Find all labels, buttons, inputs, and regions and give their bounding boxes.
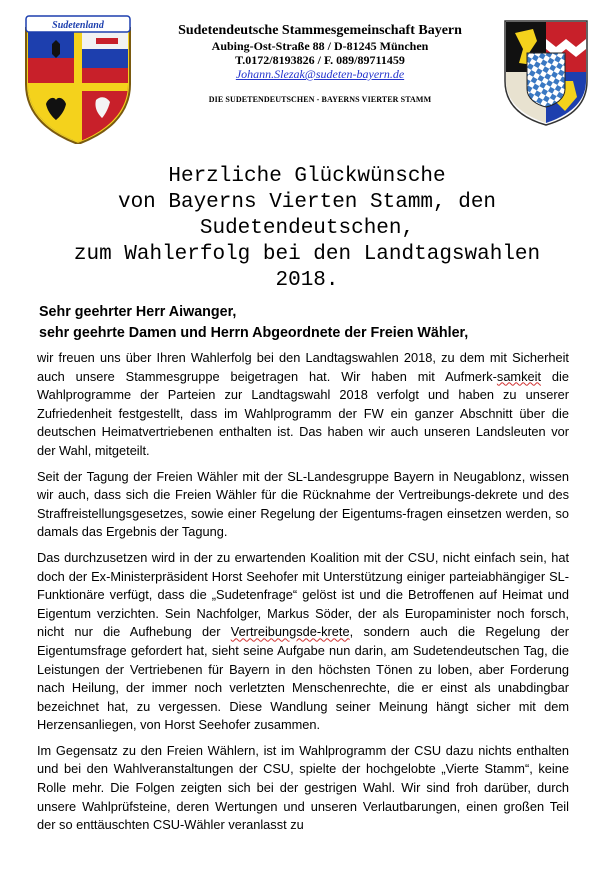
organization-slogan: DIE SUDETENDEUTSCHEN - BAYERNS VIERTER STAMM: [208, 95, 432, 104]
letter-body: [37, 349, 569, 842]
organization-address: Aubing-Ost-Straße 88 / D-81245 München: [211, 39, 429, 53]
salutation: [39, 302, 599, 344]
headline-line-3: Sudetendeutschen,: [199, 217, 415, 240]
crest-banner-text: Sudetenland: [52, 20, 104, 31]
paragraph-3: [37, 549, 569, 735]
headline-line-5: 2018.: [275, 269, 339, 292]
headline-line-1: Herzliche Glückwünsche: [168, 165, 446, 188]
email-link[interactable]: Johann.Slezak@sudeten-bayern.de: [235, 67, 405, 81]
paragraph-1-text-c: die Wahlprogramme der Parteien zur Landtagswahl 2018 verfolgt und haben zu unserer Zufriedenheit festgestellt, dass im Wahlprogramm der FW ein ganzer Abschnitt über die deutschen Heimatvertriebenen enthalten ist. Das haben wir auch unseren Landsleuten vor der Wahl, mitgeteilt.: [37, 368, 569, 458]
salutation-line-2: sehr geehrte Damen und Herrn Abgeordnete der Freien Wähler,: [39, 325, 469, 341]
paragraph-3-text-a: Das durchzusetzen wird in der zu erwartenden Koalition mit der CSU, nicht einfach sein, hat doch der Ex-Ministerpräsident Horst Seehofer mit Unterstützung einiger parteiabhängiger SL-Funktionäre verfügt, dass die „Sudetenfrage“ gelöst ist und die Betroffenen auf Heimat und Eigentum verzichten. Sein Nachfolger, Markus Söder, der als Europaminister noch forsch, nicht nur die Aufhebung der: [37, 549, 569, 640]
phone-fax: T.0172/8193826 / F. 089/89711459: [235, 53, 405, 67]
paragraph-3-spellcheck-word: Vertreibungsde-krete: [230, 624, 350, 640]
paragraph-4: Im Gegensatz zu den Freien Wählern, ist im Wahlprogramm der CSU dazu nichts enthalten und bei den Wahlveranstaltungen der CSU, spielte der hochgelobte „Vierte Stamm“, keine Rolle mehr. Die Folgen zeigten sich bei der gestrigen Wahl. Wir sind froh darüber, durch unsere Wahlprüfsteine, deren Wertungen und unseren Verlautbarungen, einen großen Teil der so enttäuschten CSU-Wähler veranlasst zu: [37, 742, 569, 833]
salutation-line-1: Sehr geehrter Herr Aiwanger,: [39, 304, 237, 320]
bavaria-crest: [503, 19, 589, 126]
organization-name: Sudetendeutsche Stammesgemeinschaft Bayern: [178, 23, 462, 38]
sudetenland-crest: [22, 14, 134, 144]
headline: [20, 164, 594, 294]
paragraph-1-text-a: wir freuen uns über Ihren Wahlerfolg bei den Landtagswahlen 2018, zu dem mit Sicherheit auch unsere Stammesgruppe beigetragen hat. Wir haben mit Aufmerk-: [37, 350, 569, 384]
paragraph-2: Seit der Tagung der Freien Wähler mit der SL-Landesgruppe Bayern in Neugablonz, wissen wir auch, dass sich die Freien Wähler für die Rücknahme der Vertreibungs-dekrete und des Straffreistellungsgesetzes, sowie einer Regelung der Eigentums-fragen einsetzen werden, so damals das Ergebnis der Tagung.: [37, 468, 569, 540]
paragraph-1: [37, 349, 569, 461]
headline-line-4: zum Wahlerfolg bei den Landtagswahlen: [73, 243, 541, 266]
letterhead: [140, 22, 500, 105]
headline-line-2: von Bayerns Vierten Stamm, den: [117, 191, 497, 214]
paragraph-3-text-c: , sondern auch die Regelung der Eigentumsfrage gefordert hat, sieht seine Aufgabe nun darin, am Sudetendeutschen Tag, die Leistungen der Vertriebenen für Bayern in den höchsten Tönen zu loben, aber Forderung nach Heilung, der immer noch verletzten Menschenrechte, die er einst als unabdingbar bezeichnet hat, zu vergessen. Diese Wandlung seiner Meinung hängt sicher mit dem Herzensanliegen, von Horst Seehofer zusammen.: [37, 624, 569, 733]
paragraph-1-spellcheck-word: samkeit: [496, 368, 542, 384]
